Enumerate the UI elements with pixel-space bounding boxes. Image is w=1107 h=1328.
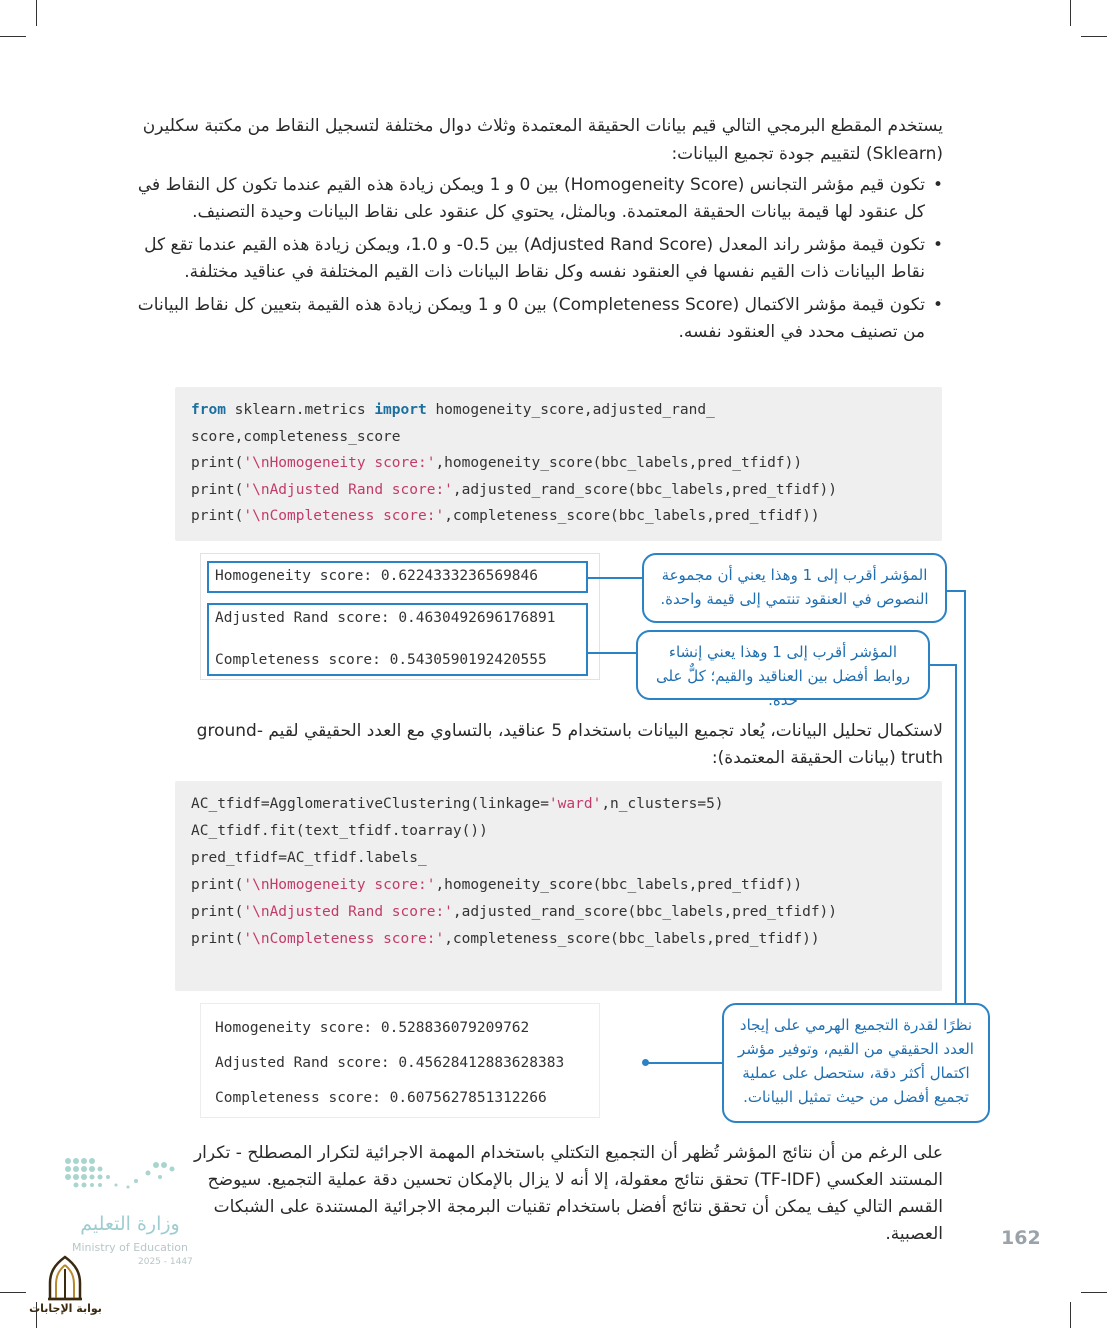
code-text: print(: [191, 877, 244, 893]
code-line: pred_tfidf=AC_tfidf.labels_: [191, 850, 427, 866]
code-text: ,adjusted_rand_score(bbc_labels,pred_tfidf)): [452, 904, 838, 920]
bullet-adjusted-rand: • تكون قيمة مؤشر راند المعدل (Adjusted Rand Score) بين 0.5- و 1.0، ويمكن زيادة هذه القيم عندما تقع كل نقاط البيانات ذات القيم نفسها في العنقود نفسه وكل نقاط البيانات ذات القيم المختلفة في عناقيد مختلفة.: [125, 232, 943, 286]
connector-line: [930, 664, 956, 666]
crop-mark: [1070, 1302, 1071, 1328]
code-text: AC_tfidf=AgglomerativeClustering(linkage=: [191, 796, 549, 812]
ministry-english-name: Ministry of Education: [71, 1241, 188, 1254]
code-line: [191, 450, 926, 477]
code-block-metrics: [175, 387, 942, 541]
output-homogeneity-2: Homogeneity score: 0.528836079209762: [215, 1020, 530, 1036]
crop-mark: [0, 1292, 26, 1293]
ministry-year: 2025 - 1447: [138, 1257, 193, 1267]
page-number: 162: [1001, 1227, 1041, 1249]
code-text: ,homogeneity_score(bbc_labels,pred_tfidf)): [435, 877, 803, 893]
crop-mark: [36, 0, 37, 26]
output-completeness-1: Completeness score: 0.5430590192420555: [215, 652, 547, 668]
output-adjusted-2: Adjusted Rand score: 0.45628412883628383: [215, 1055, 565, 1071]
crop-mark: [1070, 0, 1071, 26]
code-line: [191, 926, 926, 953]
intro-paragraph: يستخدم المقطع البرمجي التالي قيم بيانات الحقيقة المعتمدة وثلاث دوال مختلفة لتسجيل النقاط من مكتبة سكليرن (Sklearn) لتقييم جودة تجميع البيانات:: [142, 116, 943, 164]
connector-line: [648, 1062, 722, 1064]
code-keyword: import: [374, 402, 427, 418]
code-text: ,adjusted_rand_score(bbc_labels,pred_tfidf)): [452, 481, 838, 498]
crop-mark: [1081, 1292, 1107, 1293]
callout-adjusted-rand-note: المؤشر أقرب إلى 1 وهذا يعني إنشاء روابط أفضل بين العناقيد والقيم؛ كلٌّ على حده.: [636, 630, 930, 700]
output-homogeneity-1: Homogeneity score: 0.6224333236569846: [215, 568, 539, 584]
callout-hierarchical-note: نظرًا لقدرة التجميع الهرمي على إيجاد العدد الحقيقي من القيم، وتوفير مؤشر اكتمال أكثر دقة، ستحصل على عملية تجميع أفضل من حيث تمثيل البيانات.: [722, 1003, 990, 1123]
connector-line: [964, 590, 966, 1035]
recluster-paragraph: لاستكمال تحليل البيانات، يُعاد تجميع البيانات باستخدام 5 عناقيد، بالتساوي مع العدد الحقيقي لقيم ground-truth (بيانات الحقيقة المعتمدة):: [196, 721, 943, 768]
code-string: '\nHomogeneity score:': [243, 455, 436, 471]
bullet-completeness: • تكون قيمة مؤشر الاكتمال (Completeness Score) بين 0 و 1 ويمكن زيادة هذه القيمة بتعيين كل نقاط البيانات من تصنيف محدد في العنقود نفسه.: [125, 292, 943, 346]
code-line: AC_tfidf.fit(text_tfidf.toarray()): [191, 823, 488, 839]
code-text: ,completeness_score(bbc_labels,pred_tfidf)): [444, 508, 820, 524]
code-text: ,completeness_score(bbc_labels,pred_tfidf)): [444, 931, 820, 947]
code-text: print(: [191, 455, 244, 471]
code-string: '\nHomogeneity score:': [243, 877, 436, 893]
portal-label: بوابة الإجابات: [29, 1302, 102, 1315]
code-string: '\nCompleteness score:': [243, 931, 445, 947]
code-block-agglomerative: [175, 781, 942, 991]
code-string: '\nAdjusted Rand score:': [243, 904, 453, 920]
portal-dome-icon: [44, 1255, 86, 1301]
crop-mark: [1081, 36, 1107, 37]
conclusion-paragraph: على الرغم من أن نتائج المؤشر تُظهر أن التجميع التكتلي باستخدام المهمة الاجرائية لتكرار المصطلح - تكرار المستند العكسي (TF-IDF) تحقق نتائج معقولة، إلا أنه لا يزال بالإمكان تحسين دقة عملية التجميع. سيوضح القسم التالي كيف يمكن أن تحقق نتائج أفضل باستخدام تقنيات البرمجة الاجرائية المستندة على الشبكات العصبية.: [193, 1143, 943, 1244]
code-text: print(: [191, 904, 244, 920]
code-line: [191, 477, 926, 504]
connector-line: [947, 590, 965, 592]
ministry-dots-icon: [60, 1155, 200, 1203]
code-keyword: from: [191, 402, 226, 418]
callout-homogeneity-note: المؤشر أقرب إلى 1 وهذا يعني أن مجموعة النصوص في العنقود تنتمي إلى قيمة واحدة.: [642, 553, 947, 623]
code-text: ,n_clusters=5): [601, 796, 724, 812]
code-string: '\nCompleteness score:': [243, 508, 445, 524]
code-line: score,completeness_score: [191, 428, 401, 445]
code-line: [191, 872, 926, 899]
code-line: [191, 899, 926, 926]
code-text: homogeneity_score,adjusted_rand_: [426, 402, 715, 418]
code-line: [191, 791, 926, 818]
code-string: 'ward': [548, 796, 602, 812]
connector-line: [588, 652, 636, 654]
crop-mark: [0, 36, 26, 37]
code-string: '\nAdjusted Rand score:': [243, 481, 453, 498]
code-line: [191, 397, 926, 424]
connector-line: [588, 577, 642, 579]
code-line: [191, 503, 926, 530]
code-text: print(: [191, 931, 244, 947]
connector-line: [955, 664, 957, 1004]
output-completeness-2: Completeness score: 0.6075627851312266: [215, 1090, 547, 1106]
code-text: print(: [191, 481, 244, 498]
code-text: ,homogeneity_score(bbc_labels,pred_tfidf)): [435, 455, 803, 471]
bullet-homogeneity: • تكون قيم مؤشر التجانس (Homogeneity Score) بين 0 و 1 ويمكن زيادة هذه القيم عندما تكون كل النقاط في كل عنقود لها قيمة بيانات الحقيقة المعتمدة. وبالمثل، يحتوي كل عنقود على نقاط البيانات وحيدة التصنيف.: [125, 172, 943, 226]
metrics-bullet-list: [125, 172, 943, 352]
ministry-arabic-name: وزارة التعليم: [80, 1213, 180, 1235]
output-adjusted-1: Adjusted Rand score: 0.4630492696176891: [215, 610, 556, 626]
code-text: print(: [191, 508, 244, 524]
code-text: sklearn.metrics: [225, 402, 375, 418]
